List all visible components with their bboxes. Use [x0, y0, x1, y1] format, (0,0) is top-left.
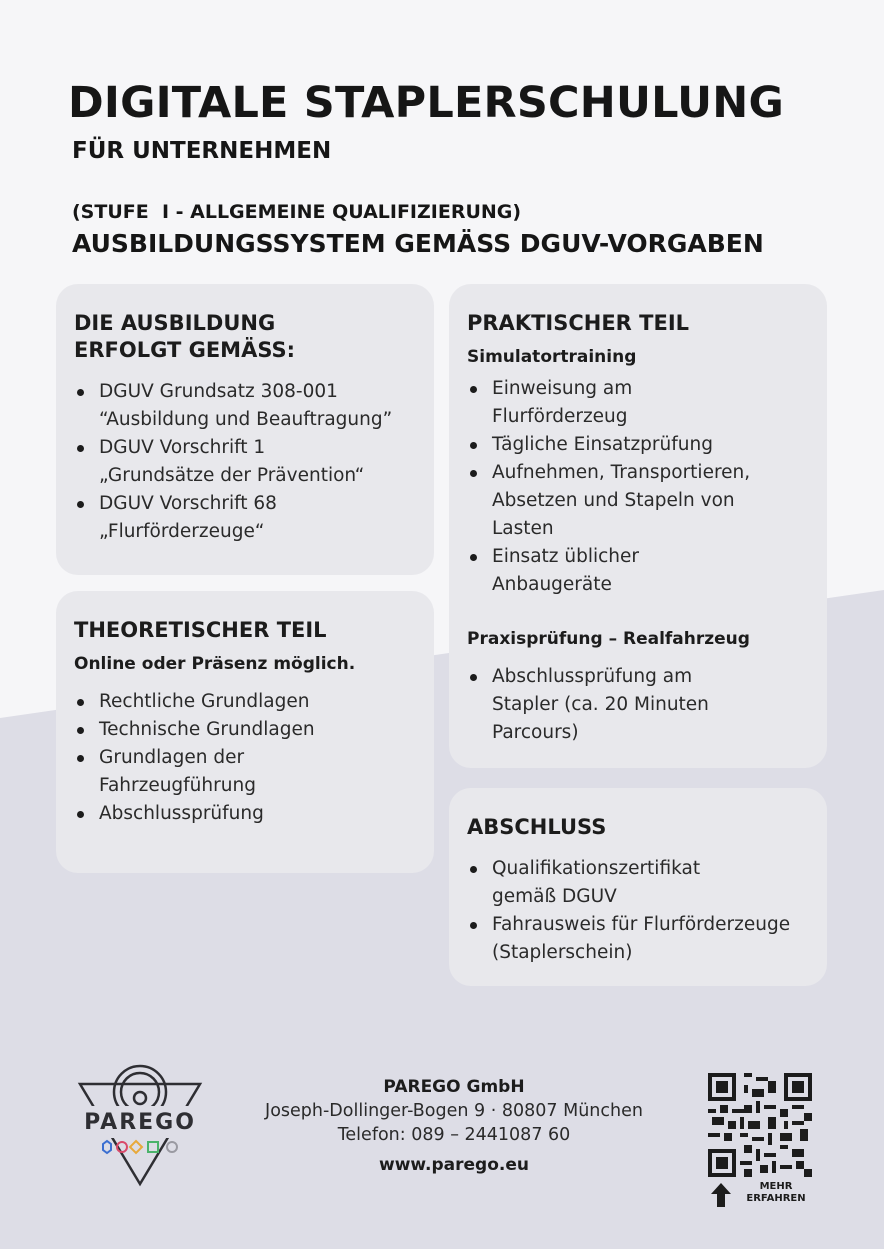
qr-label-line-1: MEHR: [759, 1181, 793, 1192]
list-item: Abschlussprüfung: [99, 800, 416, 828]
list-item: Einweisung am Flurförderzeug: [492, 375, 809, 431]
card-ausbildung: [56, 284, 434, 575]
list-item: DGUV Grundsatz 308-001 “Ausbildung und Beauftragung”: [99, 378, 416, 434]
company-phone: Telefon: 089 – 2441087 60: [337, 1125, 571, 1145]
theoretisch-list: [74, 688, 416, 828]
system-heading: AUSBILDUNGSSYSTEM GEMÄSS DGUV-VORGABEN: [72, 229, 764, 258]
arrow-up-icon: [710, 1182, 732, 1208]
simulator-list: [467, 375, 809, 599]
list-item: Einsatz üblicher Anbaugeräte: [492, 543, 809, 599]
logo-text: PAREGO: [84, 1110, 196, 1135]
praxispruefung-section-title: Praxisprüfung – Realfahrzeug: [467, 629, 750, 649]
stufe-label: (STUFE I - ALLGEMEINE QUALIFIZIERUNG): [72, 201, 522, 223]
list-item: Aufnehmen, Transportieren, Absetzen und Stapeln von Lasten: [492, 459, 809, 543]
praxispruefung-list: [467, 663, 809, 747]
list-item: Fahrausweis für Flurförderzeuge (Staplerschein): [492, 911, 809, 967]
card-ausbildung-title: [74, 310, 416, 364]
page-title: DIGITALE STAPLERSCHULUNG: [68, 78, 784, 128]
title-line-1: DIE AUSBILDUNG: [74, 311, 276, 335]
list-item: Tägliche Einsatzprüfung: [492, 431, 809, 459]
qr-label: [710, 1180, 820, 1210]
card-theoretisch-title: THEORETISCHER TEIL: [74, 618, 327, 642]
card-theoretisch: [56, 591, 434, 873]
list-item: Grundlagen der Fahrzeugführung: [99, 744, 416, 800]
qr-code-icon[interactable]: [708, 1073, 812, 1177]
list-item: Abschlussprüfung am Stapler (ca. 20 Minuten Parcours): [492, 663, 809, 747]
card-praktisch: [449, 284, 827, 768]
qr-label-line-2: ERFAHREN: [746, 1193, 806, 1204]
card-abschluss: [449, 788, 827, 986]
card-theoretisch-subtitle: Online oder Präsenz möglich.: [74, 654, 356, 674]
list-item: Qualifikationszertifikat gemäß DGUV: [492, 855, 809, 911]
company-address: Joseph-Dollinger-Bogen 9 · 80807 München: [265, 1101, 643, 1121]
company-website[interactable]: www.parego.eu: [379, 1155, 529, 1175]
card-praktisch-title: PRAKTISCHER TEIL: [467, 311, 690, 335]
abschluss-list: [467, 855, 809, 967]
simulator-section-title: Simulatortraining: [467, 347, 637, 367]
list-item: Technische Grundlagen: [99, 716, 416, 744]
footer-contact: [230, 1075, 678, 1177]
list-item: DGUV Vorschrift 1 „Grundsätze der Prävention“: [99, 434, 416, 490]
card-abschluss-title: ABSCHLUSS: [467, 815, 607, 839]
company-name: PAREGO GmbH: [383, 1077, 525, 1097]
list-item: Rechtliche Grundlagen: [99, 688, 416, 716]
title-line-2: ERFOLGT GEMÄSS:: [74, 338, 296, 362]
list-item: DGUV Vorschrift 68 „Flurförderzeuge“: [99, 490, 416, 546]
parego-logo: [70, 1062, 210, 1190]
page-subtitle: FÜR UNTERNEHMEN: [72, 138, 332, 164]
ausbildung-list: [74, 378, 416, 546]
